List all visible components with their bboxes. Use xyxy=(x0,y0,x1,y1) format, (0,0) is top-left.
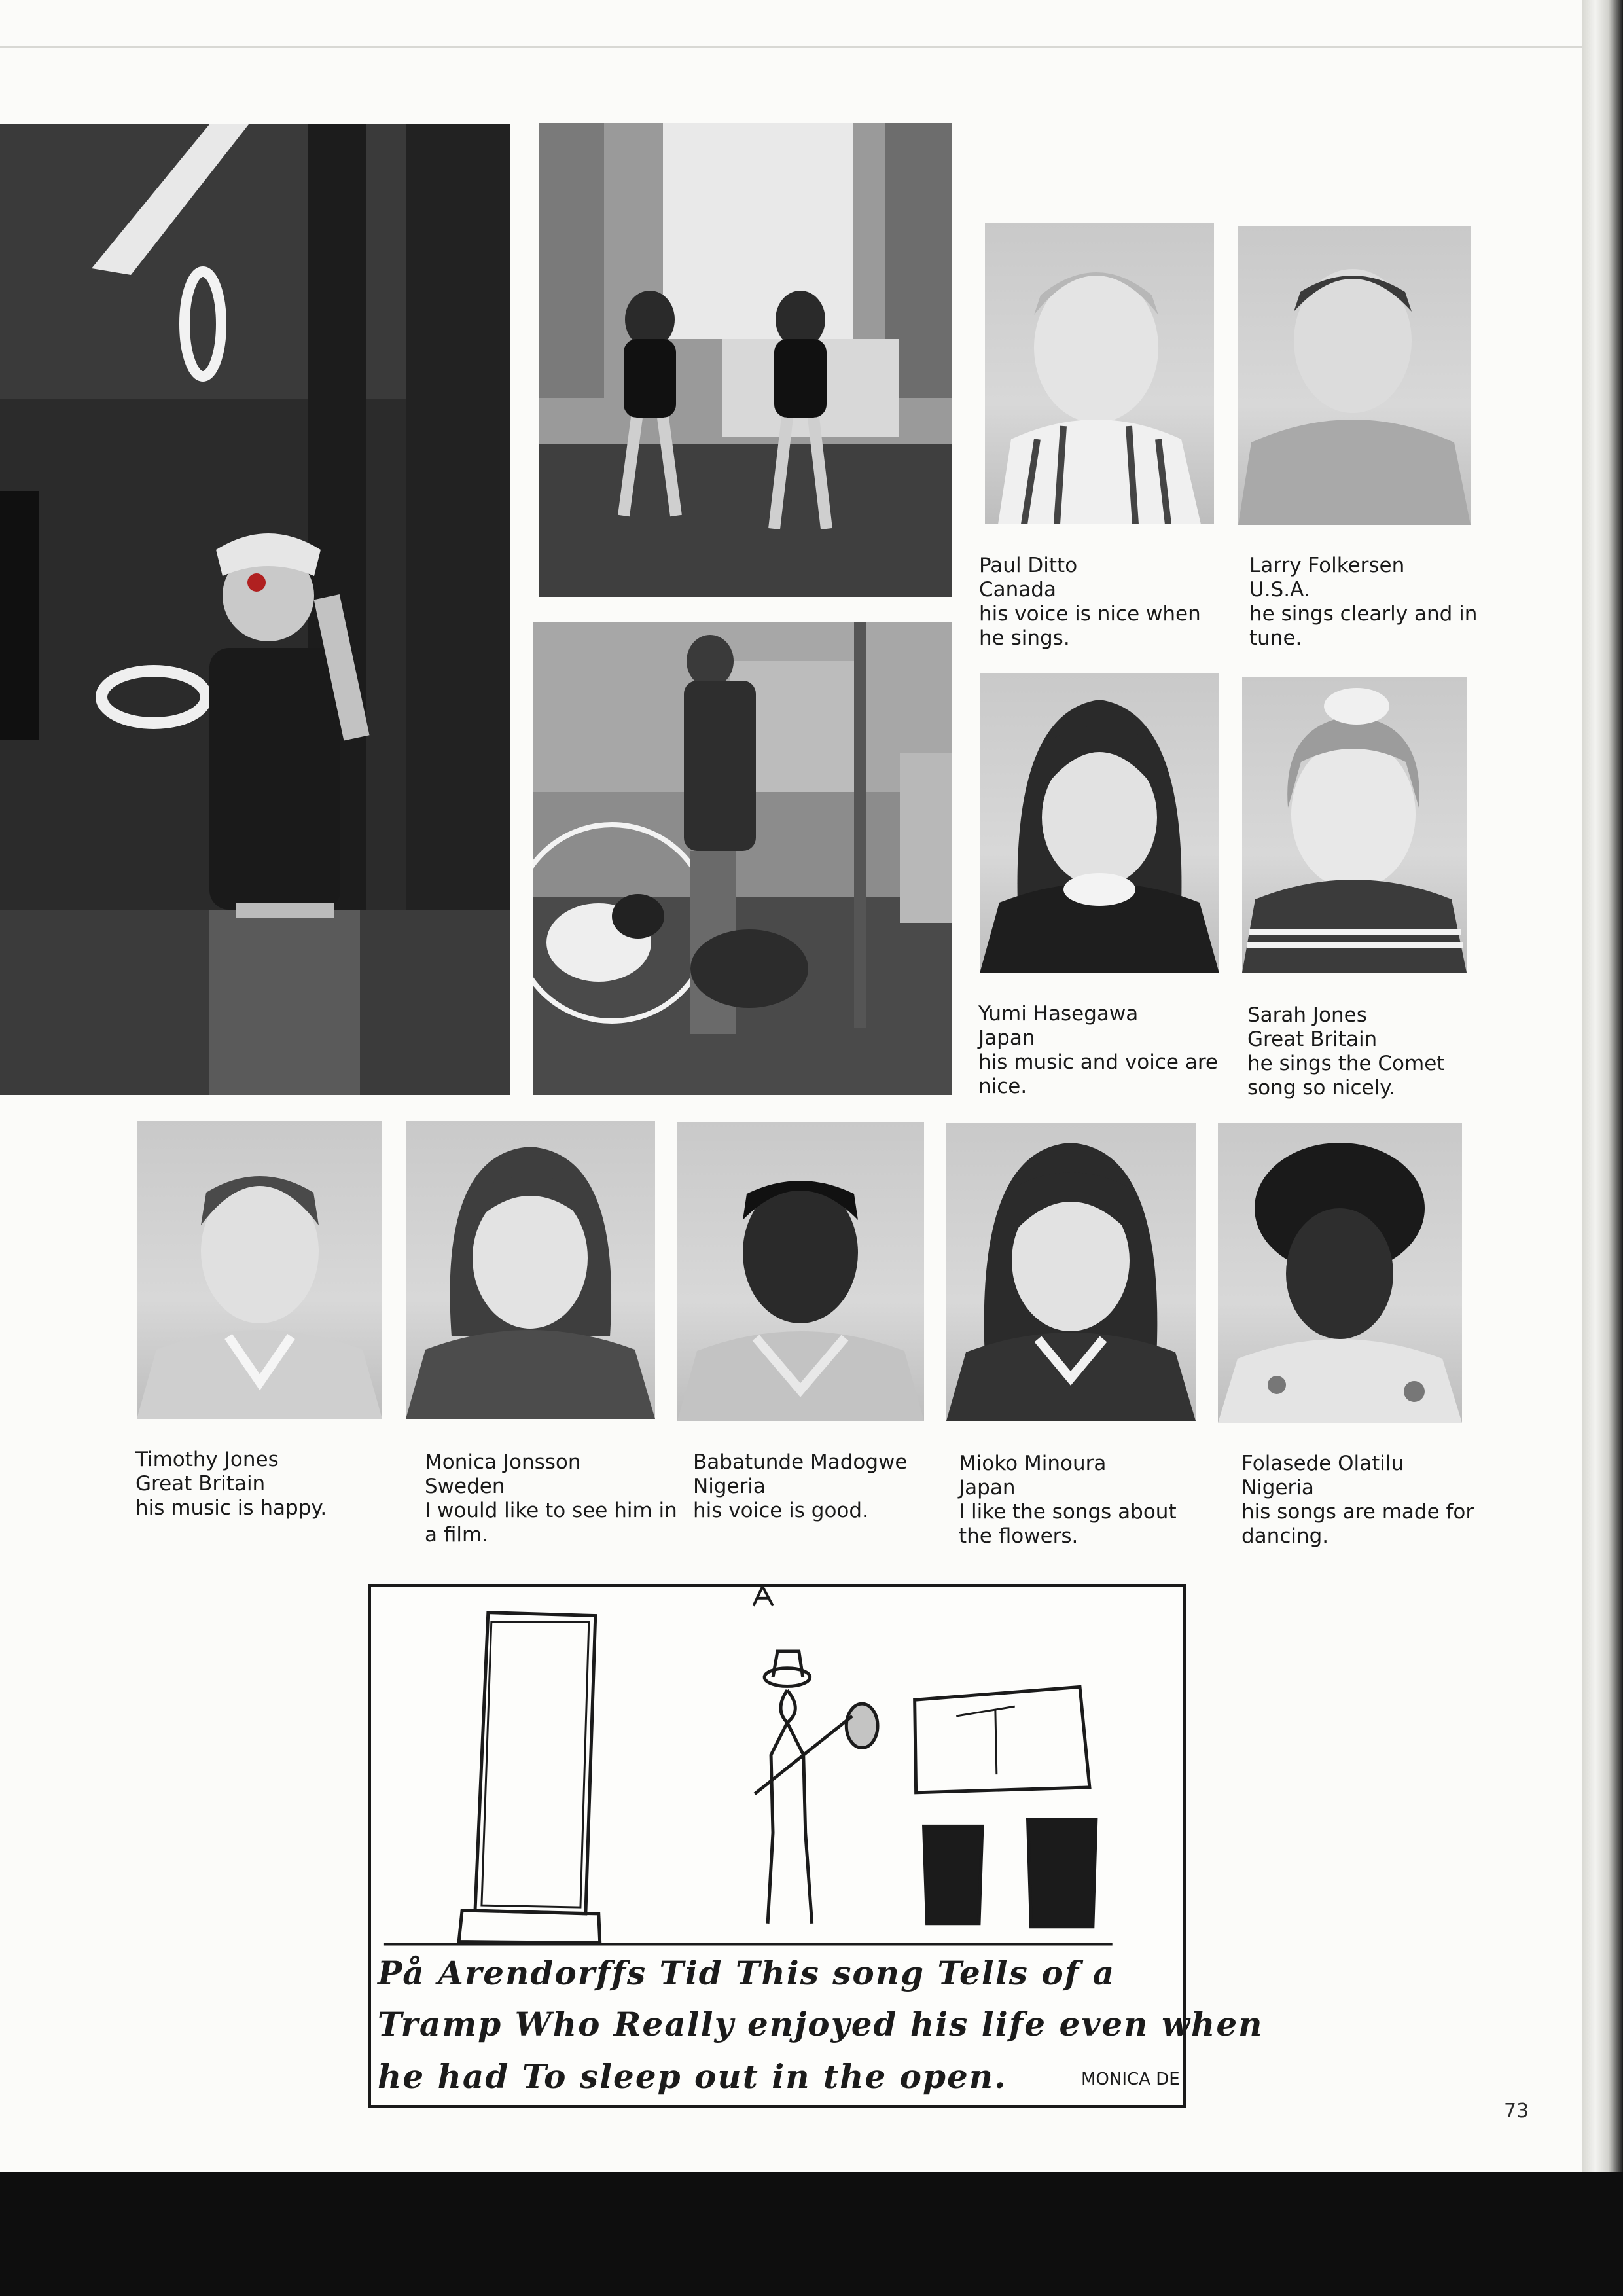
child-country: Nigeria xyxy=(693,1475,766,1498)
caption-larry-folkersen xyxy=(1249,554,1498,651)
child-comment: I like the songs about the flowers. xyxy=(959,1500,1177,1548)
photo-dancers xyxy=(539,123,952,597)
drawing-text-line-1: På Arendorffs Tid This song Tells of a xyxy=(378,1954,1115,1992)
drawing-signature: MONICA DE xyxy=(1081,2070,1180,2089)
portrait-timothy-jones xyxy=(137,1121,382,1419)
child-name: Sarah Jones xyxy=(1247,1003,1367,1027)
drawing-text-line-3: he had To sleep out in the open. xyxy=(378,2057,1007,2096)
portrait-yumi-hasegawa xyxy=(980,673,1219,973)
child-name: Timothy Jones xyxy=(135,1448,279,1471)
child-country: Japan xyxy=(959,1476,1016,1499)
child-name: Monica Jonsson xyxy=(425,1450,581,1474)
child-country: Nigeria xyxy=(1241,1476,1314,1499)
portrait-larry-folkersen xyxy=(1238,226,1471,525)
child-drawing xyxy=(368,1584,1264,2108)
caption-paul-ditto xyxy=(979,554,1228,651)
portrait-monica-jonsson xyxy=(406,1121,655,1419)
child-name: Folasede Olatilu xyxy=(1241,1452,1404,1475)
child-comment: he sings clearly and in tune. xyxy=(1249,602,1478,650)
top-rule xyxy=(0,46,1582,48)
child-name: Larry Folkersen xyxy=(1249,554,1405,577)
child-country: Canada xyxy=(979,578,1056,601)
child-name: Yumi Hasegawa xyxy=(978,1002,1139,1026)
page-number: 73 xyxy=(1504,2100,1529,2123)
child-comment: his voice is good. xyxy=(693,1499,868,1522)
photo-juggler xyxy=(0,124,510,1095)
child-comment: his songs are made for dancing. xyxy=(1241,1500,1474,1548)
child-name: Babatunde Madogwe xyxy=(693,1450,908,1474)
caption-mioko-minoura xyxy=(959,1452,1207,1549)
child-country: Japan xyxy=(978,1026,1035,1050)
portrait-mioko-minoura xyxy=(946,1123,1196,1421)
child-country: Great Britain xyxy=(135,1472,266,1496)
photo-hoop xyxy=(533,622,952,1095)
caption-babatunde-madogwe xyxy=(693,1450,948,1523)
child-comment: he sings the Comet song so nicely. xyxy=(1247,1052,1445,1100)
portrait-sarah-jones xyxy=(1242,677,1467,973)
child-country: Sweden xyxy=(425,1475,505,1498)
child-comment: I would like to see him in a film. xyxy=(425,1499,677,1547)
portrait-babatunde-madogwe xyxy=(677,1122,924,1421)
caption-monica-jonsson xyxy=(425,1450,680,1547)
caption-sarah-jones xyxy=(1247,1003,1496,1100)
child-country: Great Britain xyxy=(1247,1028,1378,1051)
drawing-text-line-2: Tramp Who Really enjoyed his life even when xyxy=(378,2005,1264,2043)
caption-timothy-jones xyxy=(135,1448,391,1520)
caption-yumi-hasegawa xyxy=(978,1002,1227,1099)
portrait-folasede-olatilu xyxy=(1218,1123,1462,1423)
child-comment: his music is happy. xyxy=(135,1496,327,1520)
child-name: Mioko Minoura xyxy=(959,1452,1107,1475)
child-comment: his music and voice are nice. xyxy=(978,1050,1218,1098)
child-name: Paul Ditto xyxy=(979,554,1078,577)
portrait-paul-ditto xyxy=(985,223,1214,524)
caption-folasede-olatilu xyxy=(1241,1452,1497,1549)
child-country: U.S.A. xyxy=(1249,578,1310,601)
page-edge xyxy=(1582,0,1623,2172)
child-comment: his voice is nice when he sings. xyxy=(979,602,1201,650)
